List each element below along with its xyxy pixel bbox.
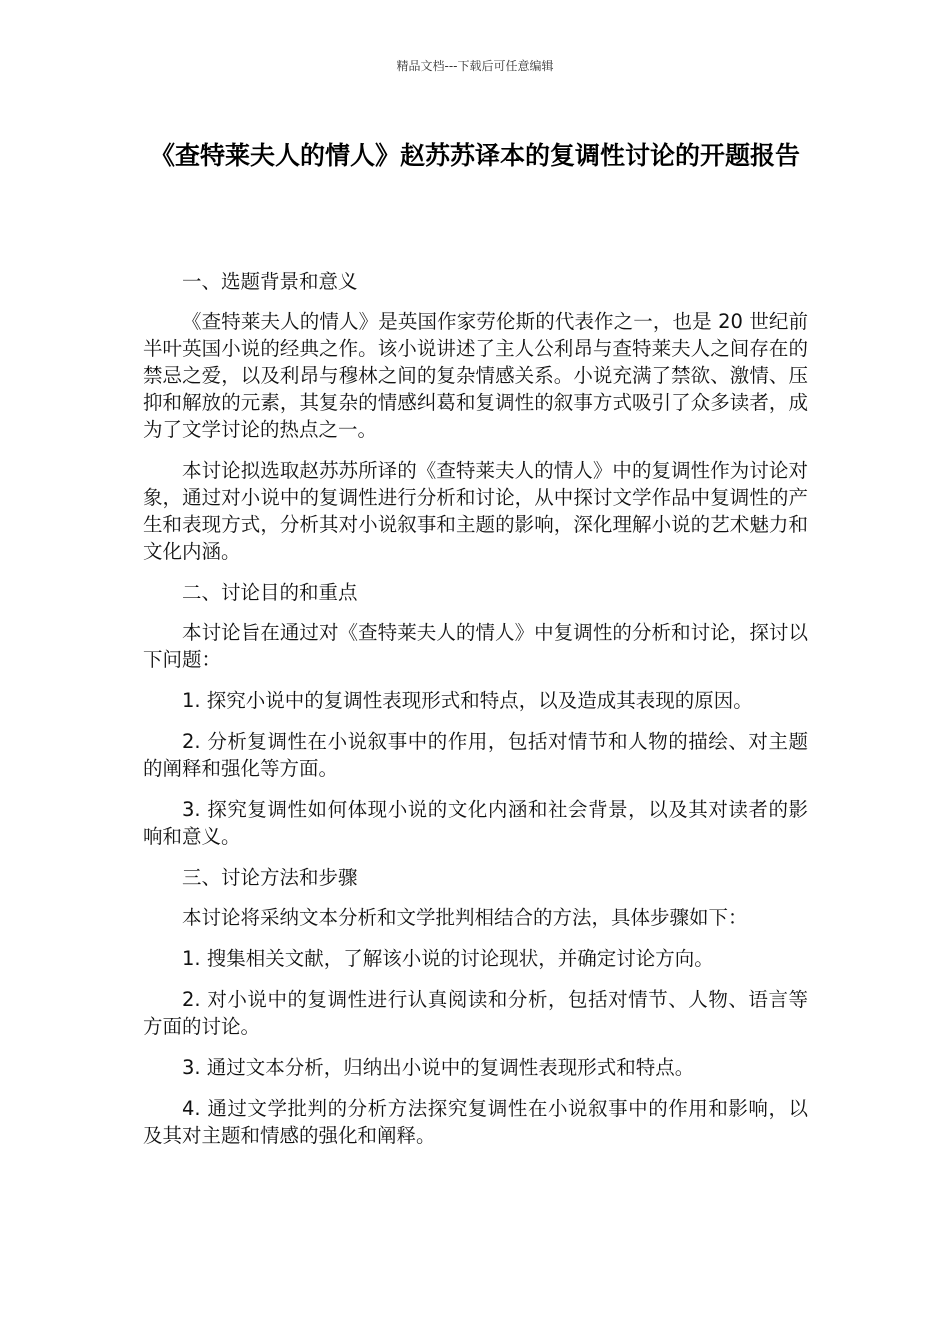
section-heading-goals: 二、讨论目的和重点 (182, 581, 358, 604)
header-note: 精品文档---下载后可任意编辑 (396, 59, 554, 73)
document-title: 《查特莱夫人的情人》赵苏苏译本的复调性讨论的开题报告 (149, 141, 800, 170)
list-item-goal-1: 1. 探究小说中的复调性表现形式和特点，以及造成其表现的原因。 (182, 689, 753, 712)
paragraph-methods-intro: 本讨论将采纳文本分析和文学批判相结合的方法，具体步骤如下： (182, 906, 748, 929)
list-item-step-4: 4. 通过文学批判的分析方法探究复调性在小说叙事中的作用和影响，以及其对主题和情感的强化和阐释。 (143, 1097, 808, 1147)
paragraph-background-2: 本讨论拟选取赵苏苏所译的《查特莱夫人的情人》中的复调性作为讨论对象，通过对小说中的复调性进行分析和讨论，从中探讨文学作品中复调性的产生和表现方式，分析其对小说叙事和主题的影响，深化理解小说的艺术魅力和文化内涵。 (143, 459, 808, 563)
paragraph-background-1: 《查特莱夫人的情人》是英国作家劳伦斯的代表作之一，也是 20 世纪前半叶英国小说的经典之作。该小说讲述了主人公利昂与查特莱夫人之间存在的禁忌之爱，以及利昂与穆林之间的复杂情感关系。小说充满了禁欲、激情、压抑和解放的元素，其复杂的情感纠葛和复调性的叙事方式吸引了众多读者，成为了文学讨论的热点之一。 (143, 310, 808, 441)
section-heading-background: 一、选题背景和意义 (182, 270, 358, 293)
document-body (143, 268, 808, 1163)
list-item-step-3: 3. 通过文本分析，归纳出小说中的复调性表现形式和特点。 (182, 1056, 695, 1079)
paragraph-goals-intro: 本讨论旨在通过对《查特莱夫人的情人》中复调性的分析和讨论，探讨以下问题： (143, 621, 808, 671)
list-item-step-2: 2. 对小说中的复调性进行认真阅读和分析，包括对情节、人物、语言等方面的讨论。 (143, 988, 808, 1038)
list-item-step-1: 1. 搜集相关文献，了解该小说的讨论现状，并确定讨论方向。 (182, 947, 714, 970)
list-item-goal-3: 3. 探究复调性如何体现小说的文化内涵和社会背景，以及其对读者的影响和意义。 (143, 798, 808, 848)
list-item-goal-2: 2. 分析复调性在小说叙事中的作用，包括对情节和人物的描绘、对主题的阐释和强化等方面。 (143, 730, 808, 780)
section-heading-methods: 三、讨论方法和步骤 (182, 866, 358, 889)
